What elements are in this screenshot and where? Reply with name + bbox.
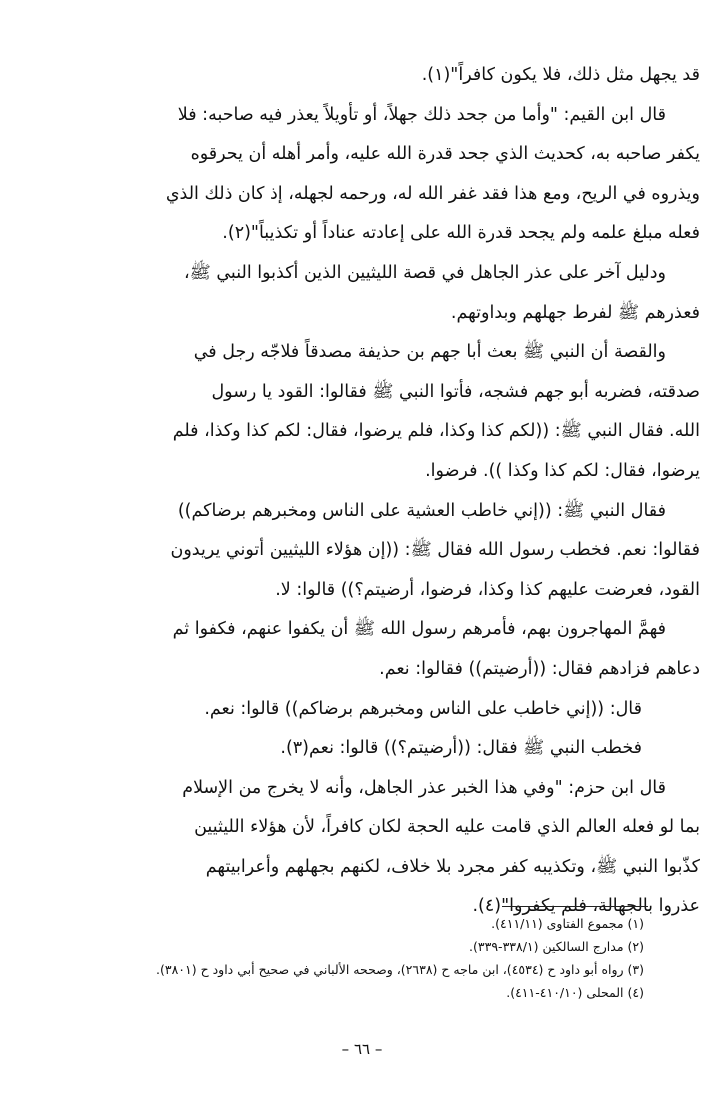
text-line: كذّبوا النبي ﷺ، وتكذيبه كفر مجرد بلا خلاف، لكنهم بجهلهم وأعرابيتهم (205, 856, 700, 877)
text-line: والقصة أن النبي ﷺ بعث أبا جهم بن حذيفة مصدقاً فلاجّه رجل في (193, 342, 666, 363)
main-text (20, 56, 700, 927)
text-line: فقال النبي ﷺ: ((إني خاطب العشية على الناس ومخبرهم برضاكم)) (177, 500, 666, 521)
text-line: قال ابن القيم: "وأما من جحد ذلك جهلاً، أو تأويلاً يعذر فيه صاحبه: فلا (177, 104, 666, 125)
text-line: يرضوا، فقال: لكم كذا وكذا )). فرضوا. (425, 460, 700, 481)
text-line: قد يجهل مثل ذلك، فلا يكون كافراً"(١). (421, 65, 700, 85)
text-line: بما لو فعله العالم الذي قامت عليه الحجة لكان كافراً، لأن هؤلاء الليثيين (194, 817, 700, 838)
text-line: فهمَّ المهاجرون بهم، فأمرهم رسول الله ﷺ أن يكفوا عنهم، فكفوا ثم (172, 619, 666, 640)
footnote-separator (502, 906, 648, 907)
text-line: فعله مبلغ علمه ولم يجحد قدرة الله على إعادته عناداً أو تكذيباً"(٢). (222, 223, 700, 244)
text-line: صدقته، فضربه أبو جهم فشجه، فأتوا النبي ﷺ فقالوا: القود يا رسول (211, 381, 700, 402)
text-line: عذروا بالجهالة، فلم يكفروا"(٤). (472, 896, 700, 917)
text-line: فعذرهم ﷺ لفرط جهلهم وبداوتهم. (450, 302, 700, 323)
footnote: (٤) المحلى (٤١٠/١٠-٤١١). (506, 985, 644, 1000)
footnote: (٣) رواه أبو داود ح (٤٥٣٤)، ابن ماجه ح (٢٦٣٨)، وصححه الألباني في صحيح أبي داود ح (٣٨٠١). (156, 962, 644, 977)
text-line: ودليل آخر على عذر الجاهل في قصة الليثيين الذين أكذبوا النبي ﷺ، (183, 262, 666, 283)
text-line: الله. فقال النبي ﷺ: ((لكم كذا وكذا، فلم يرضوا، فقال: لكم كذا وكذا، فلم (172, 421, 700, 442)
page-number: – ٦٦ – (341, 1040, 383, 1058)
footnote: (٢) مدارج السالكين (٣٣٨/١-٣٣٩). (469, 939, 644, 954)
footnote: (١) مجموع الفتاوى (٤١١/١١). (491, 916, 644, 931)
text-line: القود، فعرضت عليهم كذا وكذا، فرضوا، أرضيتم؟)) قالوا: لا. (275, 579, 700, 600)
text-line: يكفر صاحبه به، كحديث الذي جحد قدرة الله عليه، وأمر أهله أن يحرقوه (190, 144, 700, 165)
text-line: فخطب النبي ﷺ فقال: ((أرضيتم؟)) قالوا: نعم(٣). (280, 738, 642, 759)
text-line: قال: ((إني خاطب على الناس ومخبرهم برضاكم)) قالوا: نعم. (204, 698, 642, 719)
text-line: فقالوا: نعم. فخطب رسول الله فقال ﷺ: ((إن هؤلاء الليثيين أتوني يريدون (170, 540, 700, 561)
text-line: دعاهم فزادهم فقال: ((أرضيتم)) فقالوا: نعم. (379, 658, 700, 679)
text-line: ويذروه في الريح، ومع هذا فقد غفر الله له، ورحمه لجهله، إذ كان ذلك الذي (165, 183, 700, 204)
text-line: قال ابن حزم: "وفي هذا الخبر عذر الجاهل، وأنه لا يخرج من الإسلام (182, 777, 666, 798)
footnotes (24, 912, 644, 1004)
